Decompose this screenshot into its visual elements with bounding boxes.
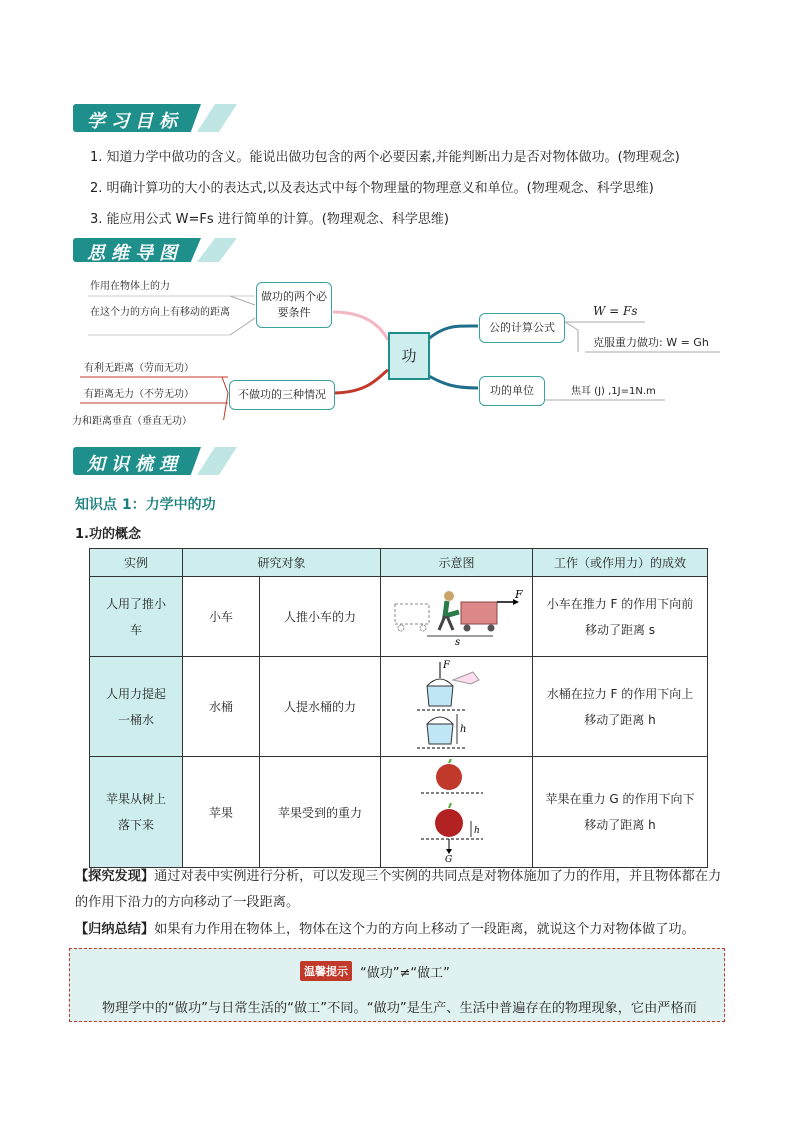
mindmap-leaf-no-work-2: 有距离无力（不劳无功） — [84, 389, 194, 400]
subheading: 1.功的概念 — [75, 527, 141, 542]
tip-badge: 温馨提示 — [300, 961, 352, 981]
table-header: 研究对象 — [183, 549, 381, 577]
explore-tag: 【探究发现】 — [75, 869, 155, 884]
objective-1: 1. 知道力学中做功的含义。能说出做功包含的两个必要因素,并能判断出力是否对物体做功。(物理观念) — [90, 150, 680, 165]
summary-paragraph — [75, 917, 725, 943]
explore-text: 通过对表中实例进行分析，可以发现三个实例的共同点是对物体施加了力的作用，并且物体都在力的作用下沿力的方向移动了一段距离。 — [75, 869, 722, 910]
table-cell-force: 苹果受到的重力 — [260, 757, 381, 868]
mindmap-node-formula: 公的计算公式 — [479, 313, 565, 343]
mindmap-leaf-no-work-3: 力和距离垂直（垂直无功） — [72, 416, 192, 427]
table-cell-example: 人用力提起一桶水 — [90, 657, 183, 757]
section-banner-goals — [73, 104, 233, 132]
table-cell-diagram — [381, 657, 533, 757]
tip-title: “做功”≠“做工” — [360, 965, 450, 981]
table-cell-effect: 苹果在重力 G 的作用下向下移动了距离 h — [533, 757, 708, 868]
section-title: 思维导图 — [87, 243, 183, 264]
apple-diagram — [387, 759, 527, 863]
table-cell-effect: 小车在推力 F 的作用下向前移动了距离 s — [533, 577, 708, 657]
table-header: 示意图 — [381, 549, 533, 577]
summary-tag: 【归纳总结】 — [75, 922, 155, 937]
table-row — [90, 757, 708, 868]
mindmap-leaf-distance: 在这个力的方向上有移动的距离 — [90, 307, 230, 318]
table-cell-diagram — [381, 757, 533, 868]
knowledge-point-title: 知识点 1：力学中的功 — [75, 497, 216, 513]
explore-paragraph — [75, 864, 725, 916]
table-cell-object: 小车 — [183, 577, 260, 657]
diagram-label-F: F — [442, 660, 450, 671]
table-cell-diagram — [381, 577, 533, 657]
table-cell-force: 人提水桶的力 — [260, 657, 381, 757]
cart-diagram — [387, 584, 527, 646]
bucket-diagram — [387, 658, 527, 752]
mindmap-leaf-formula-1: W = Fs — [593, 304, 638, 318]
table-cell-example: 人用了推小车 — [90, 577, 183, 657]
mindmap-leaf-unit: 焦耳 (J) ,1J=1N.m — [571, 386, 656, 397]
mindmap-leaf-force: 作用在物体上的力 — [90, 281, 170, 292]
diagram-label-G: G — [444, 854, 452, 863]
mindmap-node-unit: 功的单位 — [479, 376, 545, 406]
summary-text: 如果有力作用在物体上，物体在这个力的方向上移动了一段距离，就说这个力对物体做了功。 — [154, 922, 695, 937]
mindmap-node-no-work: 不做功的三种情况 — [229, 380, 335, 410]
section-title: 学习目标 — [87, 111, 183, 132]
tip-header — [300, 961, 450, 981]
objective-2: 2. 明确计算功的大小的表达式,以及表达式中每个物理量的物理意义和单位。(物理观念、科学思维) — [90, 181, 654, 196]
table-header-row — [90, 549, 708, 577]
table-cell-example: 苹果从树上落下来 — [90, 757, 183, 868]
tip-text: 物理学中的“做功”与日常生活的“做工”不同。“做功”是生产、生活中普遍存在的物理现象，它由严格而 — [102, 1001, 697, 1016]
table-header: 实例 — [90, 549, 183, 577]
mindmap-leaf-no-work-1: 有利无距离（劳而无功） — [84, 363, 194, 374]
mindmap-center-node: 功 — [388, 332, 430, 380]
mindmap-node-conditions: 做功的两个必要条件 — [256, 282, 332, 328]
tip-box — [69, 948, 725, 1022]
mindmap-leaf-formula-2: 克服重力做功: W = Gh — [593, 336, 709, 349]
table-row — [90, 657, 708, 757]
table-cell-effect: 水桶在拉力 F 的作用下向上移动了距离 h — [533, 657, 708, 757]
diagram-label-F: F — [514, 588, 523, 601]
diagram-label-h: h — [473, 825, 480, 836]
section-banner-knowledge — [73, 447, 233, 475]
table-cell-object: 水桶 — [183, 657, 260, 757]
section-banner-mindmap — [73, 238, 233, 262]
work-concept-table — [89, 548, 708, 868]
diagram-label-h: h — [459, 724, 466, 735]
table-row — [90, 577, 708, 657]
diagram-label-s: s — [454, 637, 460, 646]
table-cell-force: 人推小车的力 — [260, 577, 381, 657]
section-title: 知识梳理 — [87, 454, 183, 475]
table-header: 工作（或作用力）的成效 — [533, 549, 708, 577]
table-cell-object: 苹果 — [183, 757, 260, 868]
objective-3: 3. 能应用公式 W=Fs 进行简单的计算。(物理观念、科学思维) — [90, 212, 449, 227]
